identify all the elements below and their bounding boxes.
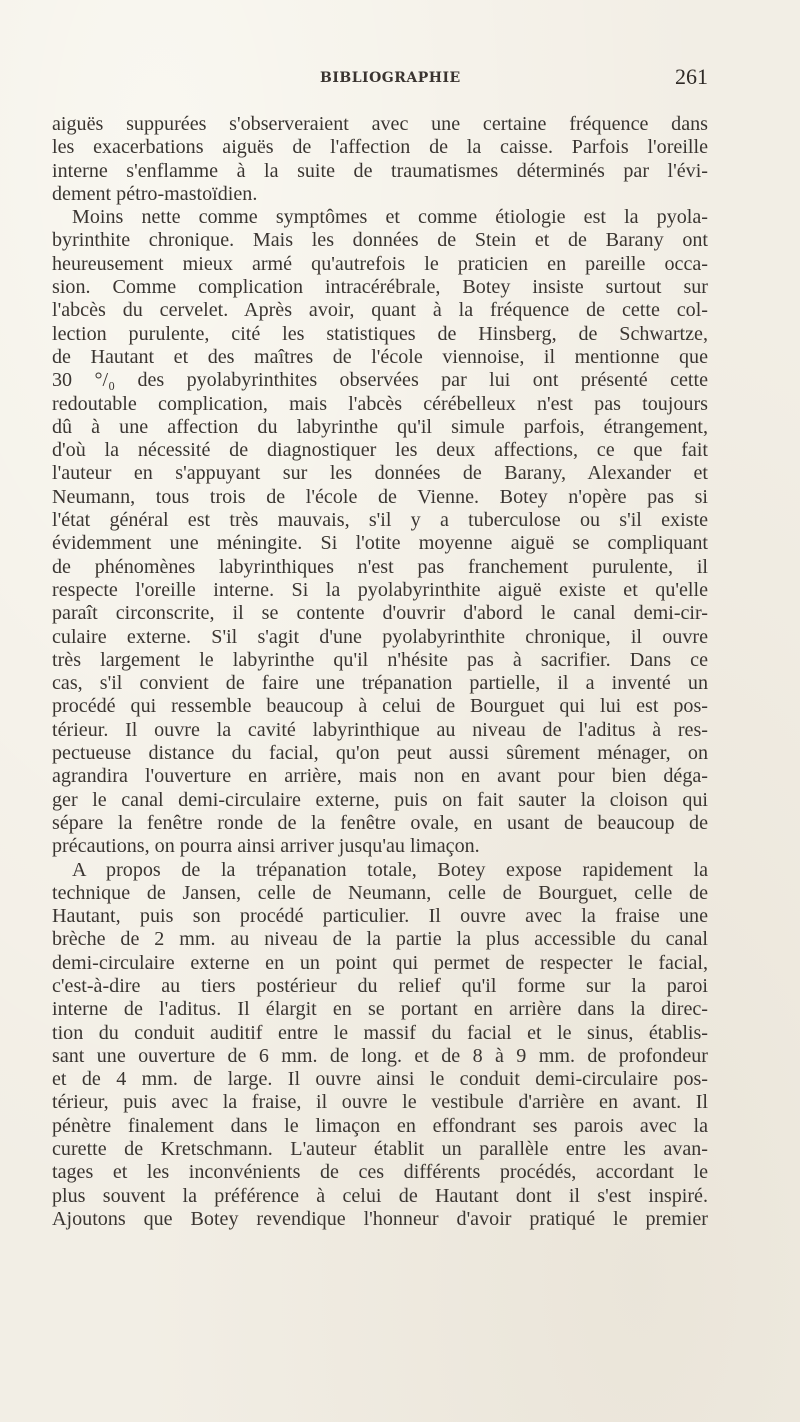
text-line: tages et les inconvénients de ces différents procédés, accordant le: [52, 1161, 708, 1184]
text-line: sion. Comme complication intracérébrale, Botey insiste surtout sur: [52, 276, 708, 299]
text-line: c'est-à-dire au tiers postérieur du relief qu'il forme sur la paroi: [52, 974, 708, 997]
body-text: [52, 113, 708, 1231]
text-line: térieur. Il ouvre la cavité labyrinthique au niveau de l'aditus à res-: [52, 718, 708, 741]
text-line: évidemment une méningite. Si l'otite moyenne aiguë se compliquant: [52, 532, 708, 555]
text-line: ger le canal demi-circulaire externe, puis on fait sauter la cloison qui: [52, 788, 708, 811]
text-line: culaire externe. S'il s'agit d'une pyolabyrinthite chronique, il ouvre: [52, 625, 708, 648]
text-line: cas, s'il convient de faire une trépanation partielle, il a inventé un: [52, 672, 708, 695]
text-line: technique de Jansen, celle de Neumann, celle de Bourguet, celle de: [52, 881, 708, 904]
text-line: dû à une affection du labyrinthe qu'il simule parfois, étrangement,: [52, 415, 708, 438]
text-line: pectueuse distance du facial, qu'on peut aussi sûrement ménager, on: [52, 742, 708, 765]
text-line: Moins nette comme symptômes et comme étiologie est la pyola-: [72, 206, 708, 229]
text-line: et de 4 mm. de large. Il ouvre ainsi le conduit demi-circulaire pos-: [52, 1068, 708, 1091]
text-line: demi-circulaire externe en un point qui permet de respecter le facial,: [52, 951, 708, 974]
page-number: 261: [675, 64, 708, 89]
text-line: de Hautant et des maîtres de l'école viennoise, il mentionne que: [52, 345, 708, 368]
text-line: interne s'enflamme à la suite de traumatismes déterminés par l'évi-: [52, 159, 708, 182]
text-line: plus souvent la préférence à celui de Hautant dont il s'est inspiré.: [52, 1184, 708, 1207]
text-line: de phénomènes labyrinthiques n'est pas franchement purulente, il: [52, 555, 708, 578]
text-line: tion du conduit auditif entre le massif du facial et le sinus, établis-: [52, 1021, 708, 1044]
text-line: Neumann, tous trois de l'école de Vienne. Botey n'opère pas si: [52, 485, 708, 508]
text-line: A propos de la trépanation totale, Botey expose rapidement la: [72, 858, 708, 881]
text-line: respecte l'oreille interne. Si la pyolabyrinthite aiguë existe et qu'elle: [52, 578, 708, 601]
text-line: 30 °/₀ des pyolabyrinthites observées par lui ont présenté cette: [52, 369, 708, 392]
text-line: l'abcès du cervelet. Après avoir, quant à la fréquence de cette col-: [52, 299, 708, 322]
text-line: précautions, on pourra ainsi arriver jusqu'au limaçon.: [52, 835, 480, 858]
text-line: pénètre finalement dans le limaçon en effondrant ses parois avec la: [52, 1114, 708, 1137]
running-head: BIBLIOGRAPHIE: [320, 70, 461, 86]
text-line: les exacerbations aiguës de l'affection de la caisse. Parfois l'oreille: [52, 136, 708, 159]
text-line: redoutable complication, mais l'abcès cérébelleux n'est pas toujours: [52, 392, 708, 415]
text-line: paraît circonscrite, il se contente d'ouvrir d'abord le canal demi-cir-: [52, 602, 708, 625]
text-line: lection purulente, cité les statistiques de Hinsberg, de Schwartze,: [52, 322, 708, 345]
text-line: heureusement mieux armé qu'autrefois le praticien en pareille occa-: [52, 252, 708, 275]
text-line: curette de Kretschmann. L'auteur établit un parallèle entre les avan-: [52, 1138, 708, 1161]
text-line: aiguës suppurées s'observeraient avec une certaine fréquence dans: [52, 113, 708, 135]
text-line: Hautant, puis son procédé particulier. Il ouvre avec la fraise une: [52, 905, 708, 928]
text-line: d'où la nécessité de diagnostiquer les deux affections, ce que fait: [52, 439, 708, 462]
text-line: térieur, puis avec la fraise, il ouvre le vestibule d'arrière en avant. Il: [52, 1091, 708, 1114]
text-line: dement pétro-mastoïdien.: [52, 182, 258, 205]
text-line: agrandira l'ouverture en arrière, mais non en avant pour bien déga-: [52, 765, 708, 788]
text-line: procédé qui ressemble beaucoup à celui de Bourguet qui lui est pos-: [52, 695, 708, 718]
text-line: brèche de 2 mm. au niveau de la partie la plus accessible du canal: [52, 928, 708, 951]
text-line: sépare la fenêtre ronde de la fenêtre ovale, en usant de beaucoup de: [52, 811, 708, 834]
text-line: Ajoutons que Botey revendique l'honneur d'avoir pratiqué le premier: [52, 1207, 708, 1230]
text-line: byrinthite chronique. Mais les données de Stein et de Barany ont: [52, 229, 708, 252]
text-line: très largement le labyrinthe qu'il n'hésite pas à sacrifier. Dans ce: [52, 648, 708, 671]
text-line: l'auteur en s'appuyant sur les données de Barany, Alexander et: [52, 462, 708, 485]
text-line: interne de l'aditus. Il élargit en se portant en arrière dans la direc-: [52, 998, 708, 1021]
text-line: l'état général est très mauvais, s'il y a tuberculose ou s'il existe: [52, 509, 708, 532]
text-line: sant une ouverture de 6 mm. de long. et de 8 à 9 mm. de profondeur: [52, 1044, 708, 1067]
page-header: [52, 66, 708, 96]
